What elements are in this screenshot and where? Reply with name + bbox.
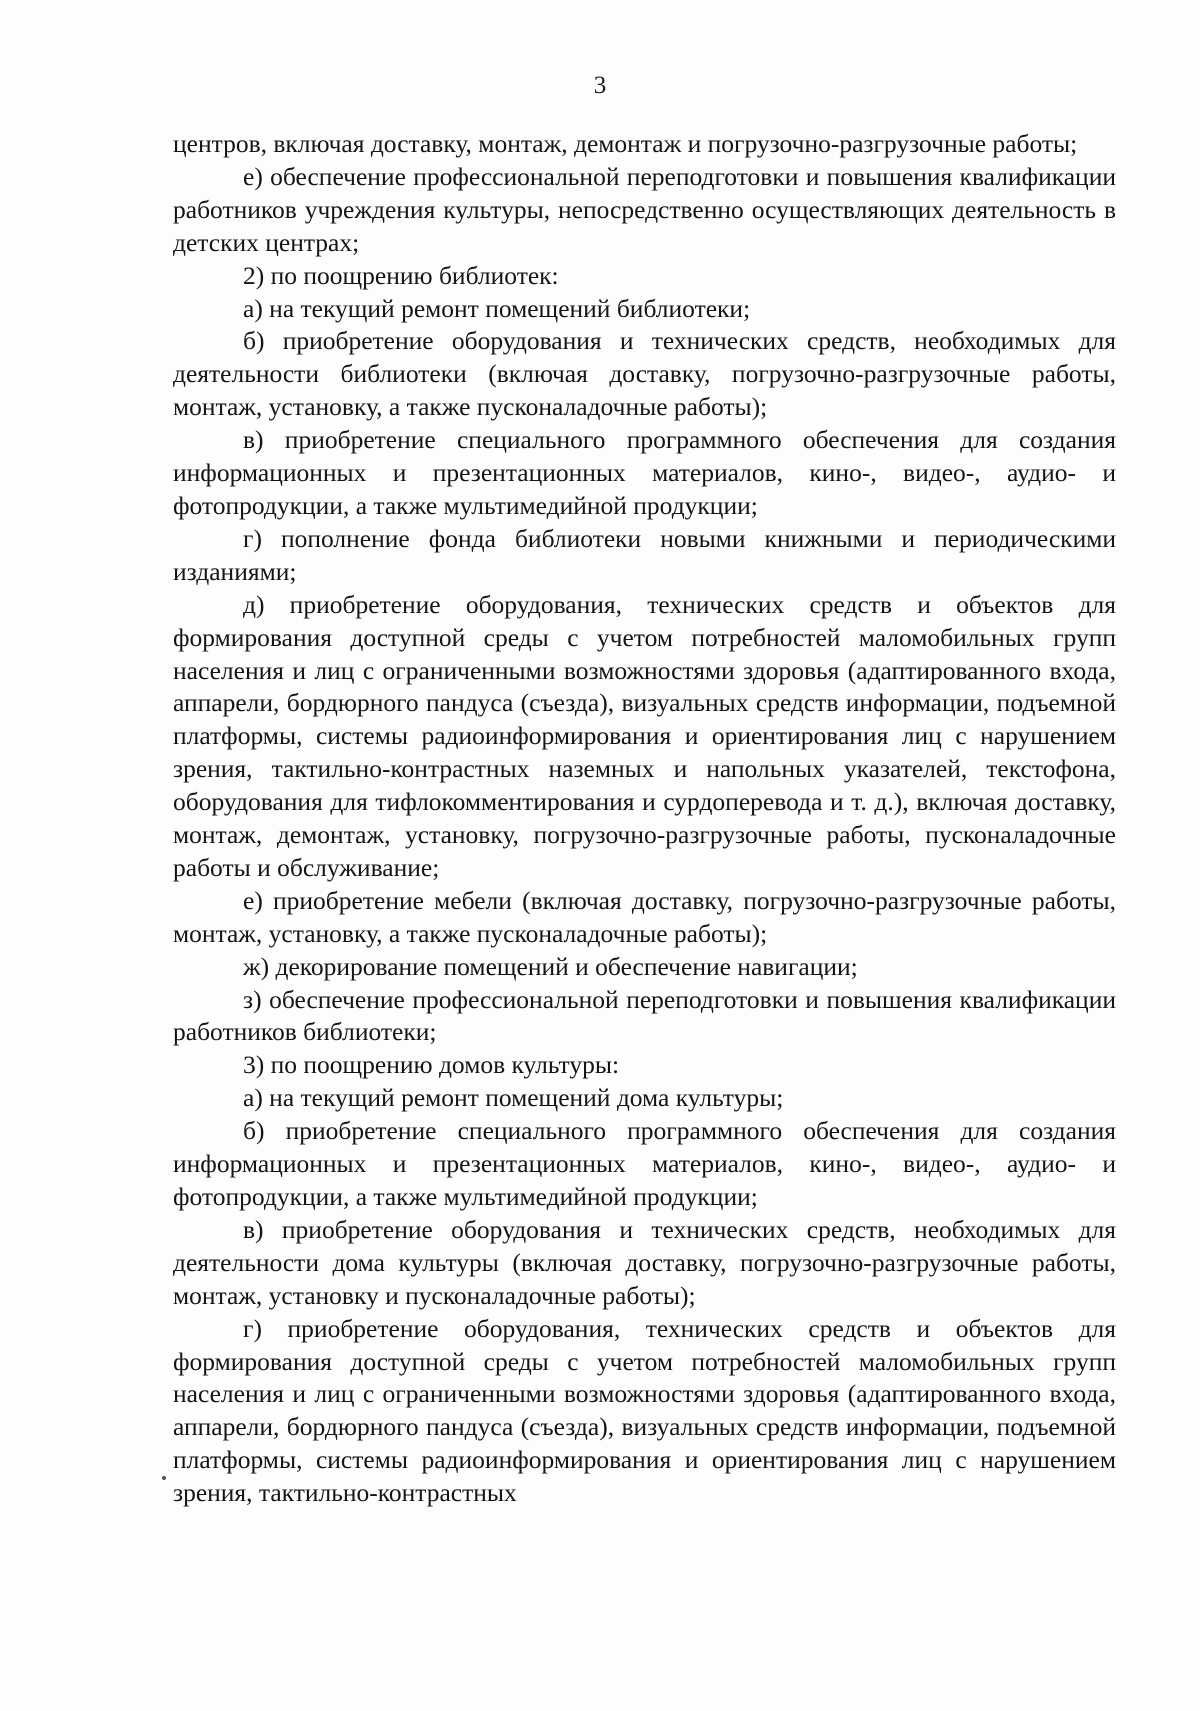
paragraph-continuation: центров, включая доставку, монтаж, демонтаж и погрузочно-разгрузочные работы; bbox=[173, 129, 1078, 158]
page-number: 3 bbox=[593, 72, 607, 99]
paragraph-item-b-library-equipment: б) приобретение оборудования и технических средств, необходимых для деятельности библиотеки (включая доставку, погрузочно-разгрузочные работы, монтаж, установку, а также пусконаладочные работы); bbox=[173, 326, 1116, 422]
paragraph-item-g-library-fund: г) пополнение фонда библиотеки новыми книжными и периодическими изданиями; bbox=[173, 523, 1116, 586]
paragraph-section-libraries: 2) по поощрению библиотек: bbox=[243, 260, 559, 290]
document-body bbox=[173, 128, 1116, 1510]
paragraph-item-g-culture-accessibility: г) приобретение оборудования, технических средств и объектов для формирования доступной среды с учетом потребностей маломобильных групп населения и лиц с ограниченными возможностями здоровья (адаптированного входа, аппарели, бордюрного пандуса (съезда), визуальных средств информации, подъемной платформы, системы радиоинформирования и ориентирования лиц с нарушением зрения, тактильно-контрастных bbox=[173, 1313, 1116, 1508]
paragraph-section-culture-houses: 3) по поощрению домов культуры: bbox=[243, 1050, 620, 1080]
paragraph-item-d-library-accessibility: д) приобретение оборудования, технических средств и объектов для формирования доступной среды с учетом потребностей маломобильных групп населения и лиц с ограниченными возможностями здоровья (адаптированного входа, аппарели, бордюрного пандуса (съезда), визуальных средств информации, подъемной платформы, системы радиоинформирования и ориентирования лиц с нарушением зрения, тактильно-контрастных наземных и напольных указателей, текстофона, оборудования для тифлокомментирования и сурдоперевода и т. д.), включая доставку, монтаж, демонтаж, установку, погрузочно-разгрузочные работы, пусконаладочные работы и обслуживание; bbox=[173, 589, 1116, 882]
paragraph-item-e-library-furniture: е) приобретение мебели (включая доставку, погрузочно-разгрузочные работы, монтаж, установку, а также пусконаладочные работы); bbox=[173, 885, 1116, 948]
paragraph-item-a-library-repair: а) на текущий ремонт помещений библиотеки; bbox=[243, 293, 751, 323]
paragraph-item-b-culture-software: б) приобретение специального программного обеспечения для создания информационных и презентационных материалов, кино-, видео-, аудио- и фотопродукции, а также мультимедийной продукции; bbox=[173, 1116, 1116, 1211]
paragraph-item-z-library-training: з) обеспечение профессиональной переподготовки и повышения квалификации работников библиотеки; bbox=[173, 984, 1116, 1047]
paragraph-item-v-library-software: в) приобретение специального программного обеспечения для создания информационных и презентационных материалов, кино-, видео-, аудио- и фотопродукции, а также мультимедийной продукции; bbox=[173, 425, 1116, 520]
scan-speck bbox=[162, 1476, 166, 1480]
paragraph-item-e-training: е) обеспечение профессиональной переподготовки и повышения квалификации работников учреждения культуры, непосредственно осуществляющих деятельность в детских центрах; bbox=[173, 161, 1116, 257]
paragraph-item-v-culture-equipment: в) приобретение оборудования и технических средств, необходимых для деятельности дома культуры (включая доставку, погрузочно-разгрузочные работы, монтаж, установку и пусконаладочные работы); bbox=[173, 1214, 1116, 1310]
paragraph-item-zh-library-navigation: ж) декорирование помещений и обеспечение навигации; bbox=[243, 951, 858, 981]
paragraph-item-a-culture-repair: а) на текущий ремонт помещений дома культуры; bbox=[243, 1083, 784, 1113]
